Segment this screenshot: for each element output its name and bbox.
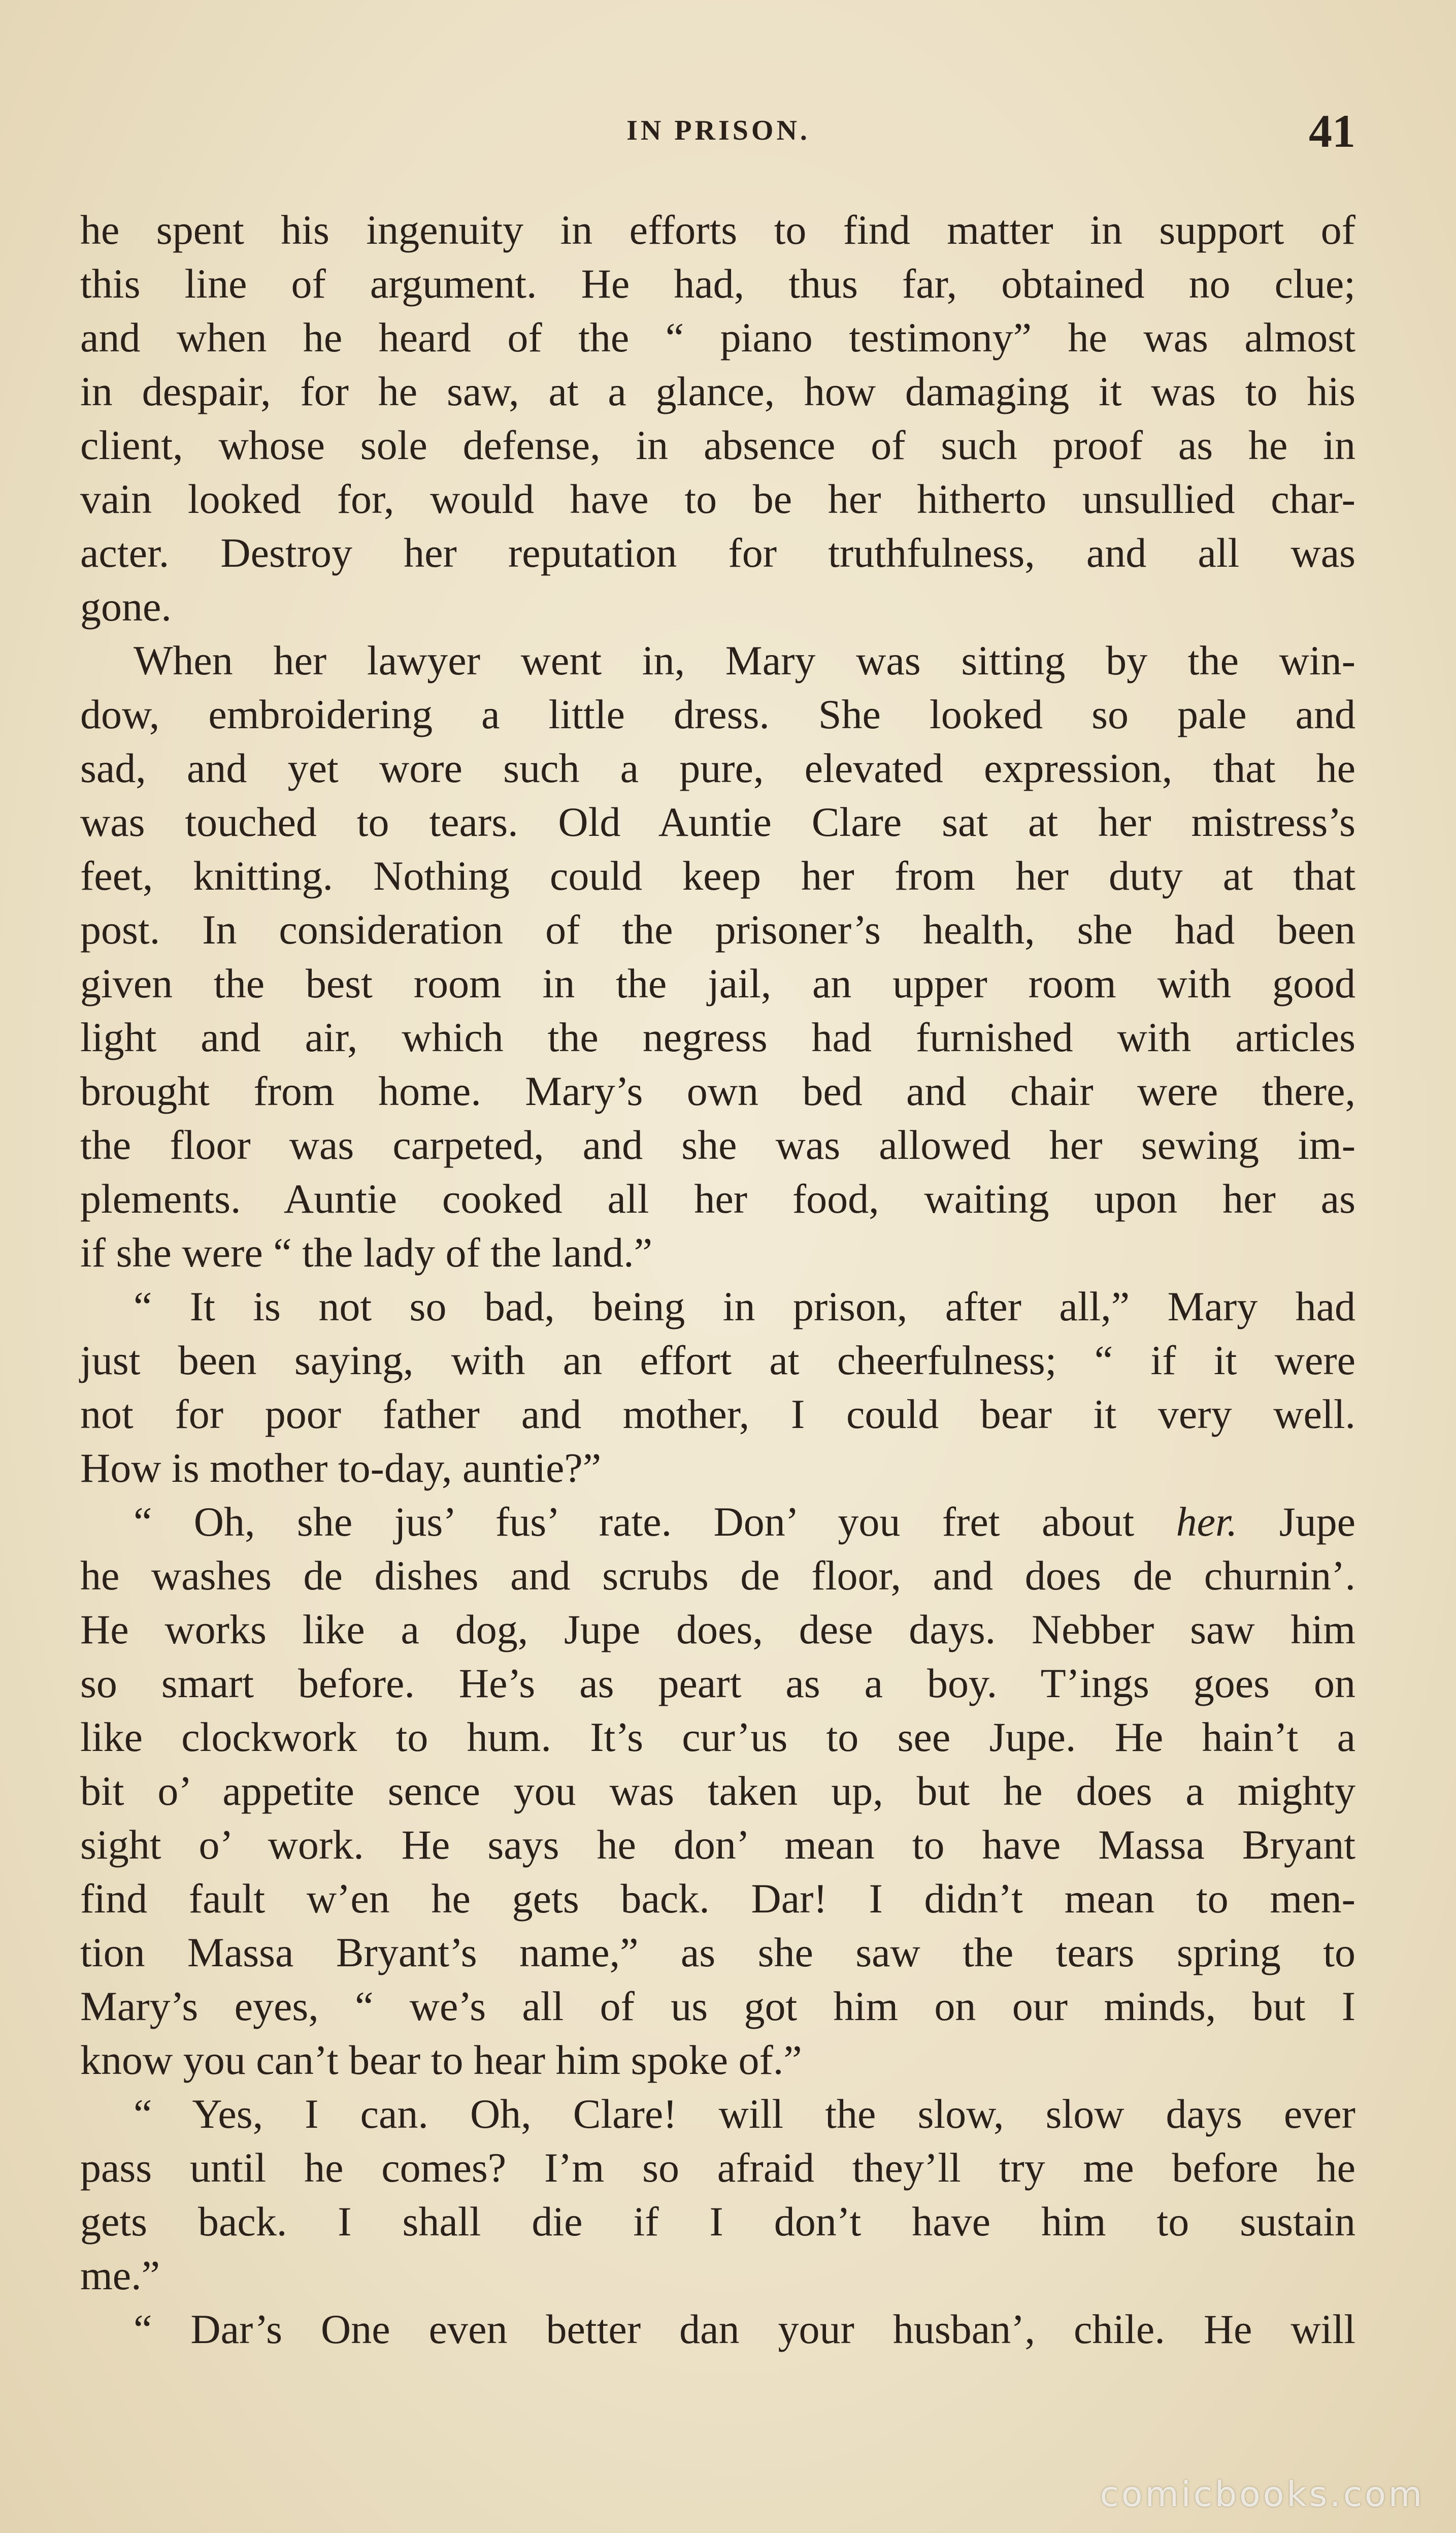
text-line: light and air, which the negress had furnished with articles	[80, 1014, 1355, 1060]
text-line: the floor was carpeted, and she was allowed her sewing im-	[80, 1122, 1355, 1168]
text-line: When her lawyer went in, Mary was sitting by the win-	[134, 637, 1355, 684]
text-line: Mary’s eyes, “ we’s all of us got him on our minds, but I	[80, 1983, 1355, 2029]
text-line: me.”	[80, 2252, 160, 2298]
text-line: “ Dar’s One even better dan your husban’, chile. He will	[134, 2306, 1355, 2352]
text-line: and when he heard of the “ piano testimony” he was almost	[80, 314, 1355, 361]
text-line: just been saying, with an effort at cheerfulness; “ if it were	[80, 1337, 1355, 1383]
text-line: given the best room in the jail, an upper room with good	[80, 960, 1355, 1006]
text-line: post. In consideration of the prisoner’s health, she had been	[80, 906, 1355, 953]
body-text	[80, 203, 1355, 2356]
text-line: He works like a dog, Jupe does, dese days. Nebber saw him	[80, 1606, 1355, 1652]
text-line: so smart before. He’s as peart as a boy. T’ings goes on	[80, 1660, 1355, 1706]
text-line: not for poor father and mother, I could bear it very well.	[80, 1391, 1355, 1437]
text-line: client, whose sole defense, in absence of such proof as he in	[80, 422, 1355, 468]
text-line: tion Massa Bryant’s name,” as she saw the tears spring to	[80, 1929, 1355, 1975]
text-line: “ Oh, she jus’ fus’ rate. Don’ you fret about her. Jupe	[134, 1499, 1356, 1545]
text-line: gets back. I shall die if I don’t have him to sustain	[80, 2198, 1355, 2245]
text-line: find fault w’en he gets back. Dar! I didn’t mean to men-	[80, 1875, 1355, 1922]
text-line: acter. Destroy her reputation for truthfulness, and all was	[80, 530, 1355, 576]
text-line: dow, embroidering a little dress. She looked so pale and	[80, 691, 1355, 737]
text-line: “ It is not so bad, being in prison, after all,” Mary had	[134, 1283, 1355, 1329]
emphasis-her: her.	[1176, 1499, 1238, 1545]
text-line: this line of argument. He had, thus far, obtained no clue;	[80, 261, 1355, 307]
text-line: like clockwork to hum. It’s cur’us to see Jupe. He hain’t a	[80, 1714, 1355, 1760]
text-line: sight o’ work. He says he don’ mean to have Massa Bryant	[80, 1822, 1355, 1868]
text-line: How is mother to-day, auntie?”	[80, 1445, 602, 1491]
text-line: if she were “ the lady of the land.”	[80, 1229, 653, 1276]
text-line: “ Yes, I can. Oh, Clare! will the slow, slow days ever	[134, 2091, 1355, 2137]
chapter-title: IN PRISON.	[626, 115, 810, 146]
text-line: was touched to tears. Old Auntie Clare sat at her mistress’s	[80, 799, 1355, 845]
watermark-text: comicbooks.com	[1100, 2475, 1425, 2515]
page-number: 41	[1309, 105, 1355, 157]
text-line: know you can’t bear to hear him spoke of.”	[80, 2037, 802, 2083]
text-line: he washes de dishes and scrubs de floor, and does de churnin’.	[80, 1552, 1355, 1599]
text-line: sad, and yet wore such a pure, elevated expression, that he	[80, 745, 1355, 791]
text-line: plements. Auntie cooked all her food, waiting upon her as	[80, 1176, 1355, 1222]
text-line: pass until he comes? I’m so afraid they’ll try me before he	[80, 2145, 1355, 2191]
text-line: gone.	[80, 583, 172, 630]
running-head	[81, 104, 1355, 160]
text-line: feet, knitting. Nothing could keep her from her duty at that	[80, 853, 1355, 899]
text-line: bit o’ appetite sence you was taken up, but he does a mighty	[80, 1768, 1355, 1814]
text-line: he spent his ingenuity in efforts to find matter in support of	[80, 207, 1355, 253]
text-line: in despair, for he saw, at a glance, how damaging it was to his	[80, 368, 1355, 414]
text-line: vain looked for, would have to be her hitherto unsullied char-	[80, 476, 1355, 522]
text-line: brought from home. Mary’s own bed and chair were there,	[80, 1068, 1355, 1114]
